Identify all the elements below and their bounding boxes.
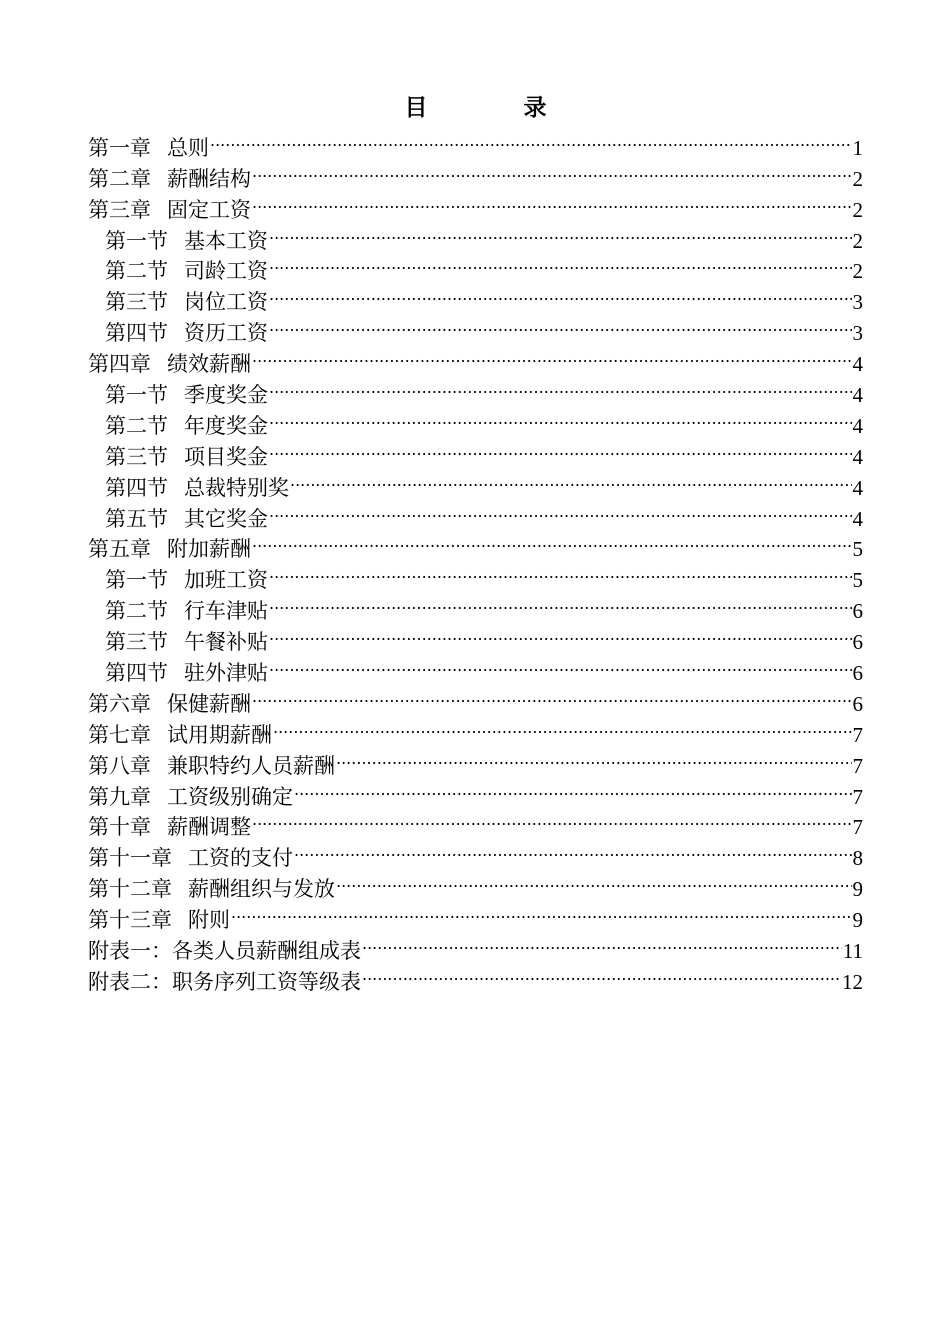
toc-page-number: 7 <box>852 753 863 778</box>
toc-page-number: 2 <box>852 166 863 191</box>
toc-entry-prefix: 第十三章 <box>88 908 172 933</box>
toc-entry-prefix: 第二节 <box>105 259 168 284</box>
toc-page-number: 2 <box>852 259 863 284</box>
toc-page-number: 9 <box>852 877 863 902</box>
toc-entry-text: 司龄工资 <box>184 259 268 284</box>
toc-entry-prefix: 附表二： <box>88 969 172 994</box>
toc-entry-label <box>88 133 209 164</box>
toc-dot-leader <box>269 587 852 618</box>
document-page <box>88 92 863 994</box>
toc-page-number: 2 <box>852 197 863 222</box>
toc-dot-leader <box>269 309 852 340</box>
toc-dot-leader <box>269 248 852 279</box>
toc-entry-prefix: 第四节 <box>105 321 168 346</box>
toc-page-number: 3 <box>852 321 863 346</box>
toc-dot-leader <box>231 896 852 927</box>
toc-dot-leader <box>252 680 852 711</box>
toc-entry-label <box>105 504 268 535</box>
toc-entry-label <box>105 658 268 689</box>
toc-page-number: 6 <box>852 691 863 716</box>
toc-entry-text: 年度奖金 <box>184 413 268 438</box>
toc-entry-prefix: 第七章 <box>88 722 151 747</box>
toc-dot-leader <box>336 865 852 896</box>
toc-entry-text: 薪酬调整 <box>167 815 251 840</box>
toc-dot-leader <box>269 495 852 526</box>
toc-entry-label <box>88 812 251 843</box>
toc-entry-prefix: 第一节 <box>105 383 168 408</box>
toc-entry-text: 岗位工资 <box>184 290 268 315</box>
toc-list <box>88 124 863 994</box>
toc-entry-text: 驻外津贴 <box>184 661 268 686</box>
toc-entry-label <box>88 164 251 195</box>
toc-entry-text: 附加薪酬 <box>167 537 251 562</box>
toc-entry-text: 保健薪酬 <box>167 691 251 716</box>
toc-dot-leader <box>362 927 842 958</box>
toc-page-number: 6 <box>852 599 863 624</box>
toc-dot-leader <box>252 804 852 835</box>
toc-heading-char-1: 目 <box>404 94 428 121</box>
toc-dot-leader <box>269 556 852 587</box>
toc-entry-text: 各类人员薪酬组成表 <box>172 939 361 964</box>
toc-dot-leader <box>269 618 852 649</box>
toc-page-number: 5 <box>852 568 863 593</box>
toc-entry-prefix: 第四节 <box>105 661 168 686</box>
toc-entry-prefix: 第八章 <box>88 753 151 778</box>
toc-entry-prefix: 第三节 <box>105 444 168 469</box>
toc-dot-leader <box>252 186 852 217</box>
toc-entry-label <box>105 596 268 627</box>
toc-entry-prefix: 第六章 <box>88 691 151 716</box>
toc-entry-label <box>105 318 268 349</box>
toc-entry-text: 薪酬结构 <box>167 166 251 191</box>
toc-entry-label <box>88 534 251 565</box>
toc-entry-label <box>88 843 293 874</box>
toc-entry-prefix: 第一节 <box>105 568 168 593</box>
toc-entry-text: 职务序列工资等级表 <box>172 969 361 994</box>
toc-entry-label <box>105 256 268 287</box>
toc-entry-text: 资历工资 <box>184 321 268 346</box>
toc-entry-text: 试用期薪酬 <box>167 722 272 747</box>
toc-entry-text: 加班工资 <box>184 568 268 593</box>
toc-entry-label <box>88 195 251 226</box>
toc-entry-label <box>88 349 251 380</box>
toc-entry-label <box>105 411 268 442</box>
toc-entry-prefix: 第二节 <box>105 599 168 624</box>
toc-dot-leader <box>269 433 852 464</box>
toc-entry-label <box>105 287 268 318</box>
toc-entry-text: 绩效薪酬 <box>167 352 251 377</box>
toc-entry-text: 行车津贴 <box>184 599 268 624</box>
toc-page-number: 11 <box>842 939 863 964</box>
toc-entry-prefix: 第十一章 <box>88 846 172 871</box>
toc-entry-text: 薪酬组织与发放 <box>188 877 335 902</box>
toc-page-number: 3 <box>852 290 863 315</box>
toc-dot-leader <box>269 649 852 680</box>
toc-page-number: 1 <box>852 135 863 160</box>
toc-entry-prefix: 第五章 <box>88 537 151 562</box>
toc-page-number: 4 <box>852 352 863 377</box>
toc-entry-text: 总则 <box>167 135 209 160</box>
toc-page-number: 7 <box>852 784 863 809</box>
toc-entry-prefix: 第五节 <box>105 506 168 531</box>
toc-dot-leader <box>269 371 852 402</box>
toc-entry-label <box>105 226 268 257</box>
toc-entry-text: 总裁特别奖 <box>184 475 289 500</box>
toc-page-number: 12 <box>842 969 863 994</box>
toc-page-number: 2 <box>852 228 863 253</box>
toc-page-number: 4 <box>852 444 863 469</box>
toc-page-number: 4 <box>852 475 863 500</box>
toc-entry-text: 季度奖金 <box>184 383 268 408</box>
toc-dot-leader <box>252 526 852 557</box>
toc-entry-label <box>88 905 230 936</box>
toc-page-number: 6 <box>852 630 863 655</box>
toc-page-number: 7 <box>852 815 863 840</box>
toc-dot-leader <box>269 402 852 433</box>
toc-entry-prefix: 第三章 <box>88 197 151 222</box>
toc-page-number: 9 <box>852 908 863 933</box>
toc-entry-label <box>105 473 289 504</box>
toc-page-number: 6 <box>852 661 863 686</box>
toc-dot-leader <box>294 773 852 804</box>
toc-entry-prefix: 第三节 <box>105 290 168 315</box>
toc-entry-label <box>88 936 361 967</box>
toc-entry-prefix: 第一章 <box>88 135 151 160</box>
toc-dot-leader <box>336 742 852 773</box>
toc-page-number: 4 <box>852 506 863 531</box>
toc-entry-text: 工资级别确定 <box>167 784 293 809</box>
toc-entry-prefix: 第二节 <box>105 413 168 438</box>
toc-entry-text: 兼职特约人员薪酬 <box>167 753 335 778</box>
toc-dot-leader <box>252 155 852 186</box>
toc-entry-prefix: 第九章 <box>88 784 151 809</box>
toc-entry-text: 附则 <box>188 908 230 933</box>
toc-entry-text: 其它奖金 <box>184 506 268 531</box>
toc-entry-label <box>88 720 272 751</box>
toc-dot-leader <box>290 464 852 495</box>
toc-dot-leader <box>269 217 852 248</box>
toc-page-number: 5 <box>852 537 863 562</box>
toc-entry-text: 基本工资 <box>184 228 268 253</box>
toc-heading-char-2: 录 <box>523 94 547 121</box>
toc-entry-label <box>105 380 268 411</box>
toc-entry-label <box>88 689 251 720</box>
toc-entry[interactable] <box>88 124 863 160</box>
toc-page-number: 7 <box>852 722 863 747</box>
toc-page-number: 8 <box>852 846 863 871</box>
toc-entry-label <box>105 627 268 658</box>
toc-entry-label <box>105 565 268 596</box>
toc-heading <box>88 92 863 124</box>
toc-entry-prefix: 第一节 <box>105 228 168 253</box>
toc-entry-prefix: 第四节 <box>105 475 168 500</box>
toc-dot-leader <box>210 124 852 155</box>
toc-entry-label <box>88 967 361 998</box>
toc-dot-leader <box>269 278 852 309</box>
toc-entry-prefix: 第二章 <box>88 166 151 191</box>
toc-page-number: 4 <box>852 413 863 438</box>
toc-entry-prefix: 第十二章 <box>88 877 172 902</box>
toc-dot-leader <box>294 834 852 865</box>
toc-entry-prefix: 附表一： <box>88 939 172 964</box>
toc-entry-prefix: 第四章 <box>88 352 151 377</box>
toc-entry-prefix: 第三节 <box>105 630 168 655</box>
toc-dot-leader <box>252 340 852 371</box>
toc-page-number: 4 <box>852 383 863 408</box>
toc-entry-text: 午餐补贴 <box>184 630 268 655</box>
toc-entry-prefix: 第十章 <box>88 815 151 840</box>
toc-dot-leader <box>273 711 852 742</box>
toc-entry-text: 工资的支付 <box>188 846 293 871</box>
toc-entry-label <box>105 442 268 473</box>
toc-entry-text: 项目奖金 <box>184 444 268 469</box>
toc-entry-text: 固定工资 <box>167 197 251 222</box>
toc-dot-leader <box>362 958 841 989</box>
